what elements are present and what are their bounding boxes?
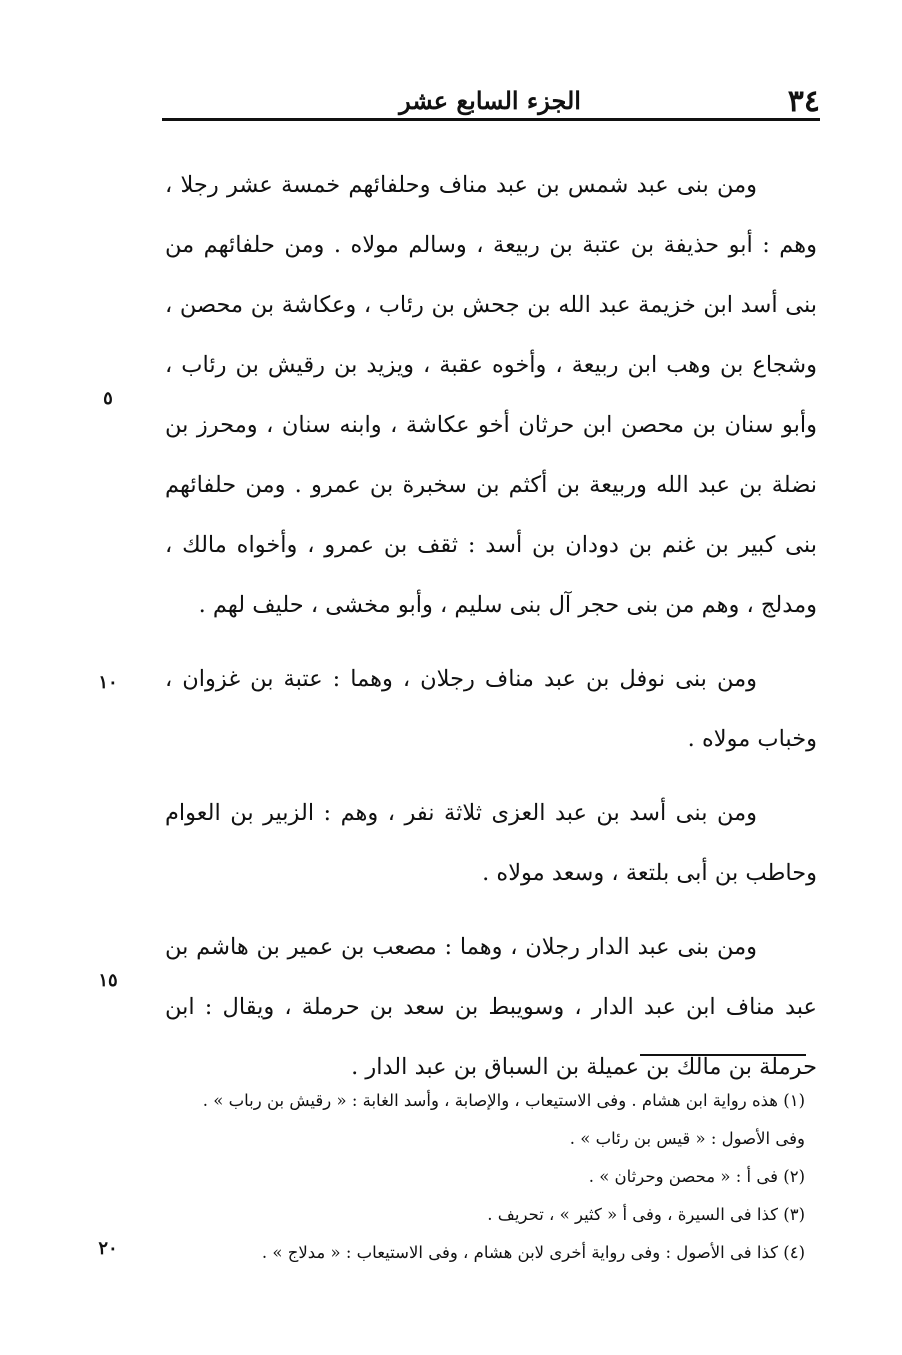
paragraph-bani-abd-shams: ومن بنى عبد شمس بن عبد مناف وحلفائهم خمسة عشر رجلا ، وهم : أبو حذيفة بن عتبة بن ربيعة ، وسالم مولاه . ومن حلفائهم من بنى أسد ابن خزيمة عبد الله بن جحش بن رئاب ، وعكاشة بن محصن ، وشجاع بن وهب ابن ربيعة ، وأخوه عقبة ، ويزيد بن رقيش بن رئاب ، وأبو سنان بن محصن ابن حرثان أخو عكاشة ، وابنه سنان ، ومحرز بن نضلة بن عبد الله وربيعة بن أكثم بن سخبرة بن عمرو . ومن حلفائهم بنى كبير بن غنم بن دودان بن أسد : ثقف بن عمرو ، وأخواه مالك ، ومدلج ، وهم من بنى حجر آل بنى سليم ، وأبو مخشى ، حليف لهم . <box>165 172 817 618</box>
line-number-15: ١٥ <box>98 970 118 991</box>
page-header <box>160 78 820 122</box>
footnote-3: (٣) كذا فى السيرة ، وفى أ « كثير » ، تحريف . <box>487 1205 805 1224</box>
line-number-5: ٥ <box>103 388 113 409</box>
paragraph-bani-abd-al-dar: ومن بنى عبد الدار رجلان ، وهما : مصعب بن عمير بن هاشم بن عبد مناف ابن عبد الدار ، وسويبط بن سعد بن حرملة ، ويقال : ابن حرملة بن مالك بن عميلة بن السباق بن عبد الدار . <box>165 934 817 1080</box>
line-number-10: ١٠ <box>98 672 118 693</box>
line-number-20: ٢٠ <box>98 1238 118 1259</box>
main-text <box>165 155 817 1111</box>
running-head: الجزء السابع عشر <box>399 86 581 115</box>
footnote-rule <box>640 1054 806 1056</box>
page-number: ٣٤ <box>787 84 820 119</box>
paragraph-bani-asad: ومن بنى أسد بن عبد العزى ثلاثة نفر ، وهم : الزبير بن العوام وحاطب بن أبى بلتعة ، وسعد مولاه . <box>165 800 817 886</box>
footnotes <box>165 1082 805 1272</box>
header-rule <box>162 118 820 121</box>
footnote-2: (٢) فى أ : « محصن وحرثان » . <box>588 1167 805 1186</box>
footnote-1-continuation: وفى الأصول : « قيس بن رئاب » . <box>569 1129 805 1148</box>
footnote-4: (٤) كذا فى الأصول : وفى رواية أخرى لابن هشام ، وفى الاستيعاب : « مدلاج » . <box>261 1243 805 1262</box>
paragraph-bani-nawfal: ومن بنى نوفل بن عبد مناف رجلان ، وهما : عتبة بن غزوان ، وخباب مولاه . <box>165 666 817 752</box>
footnote-1: (١) هذه رواية ابن هشام . وفى الاستيعاب ، والإصابة ، وأسد الغابة : « رقيش بن رباب » . <box>202 1091 805 1110</box>
